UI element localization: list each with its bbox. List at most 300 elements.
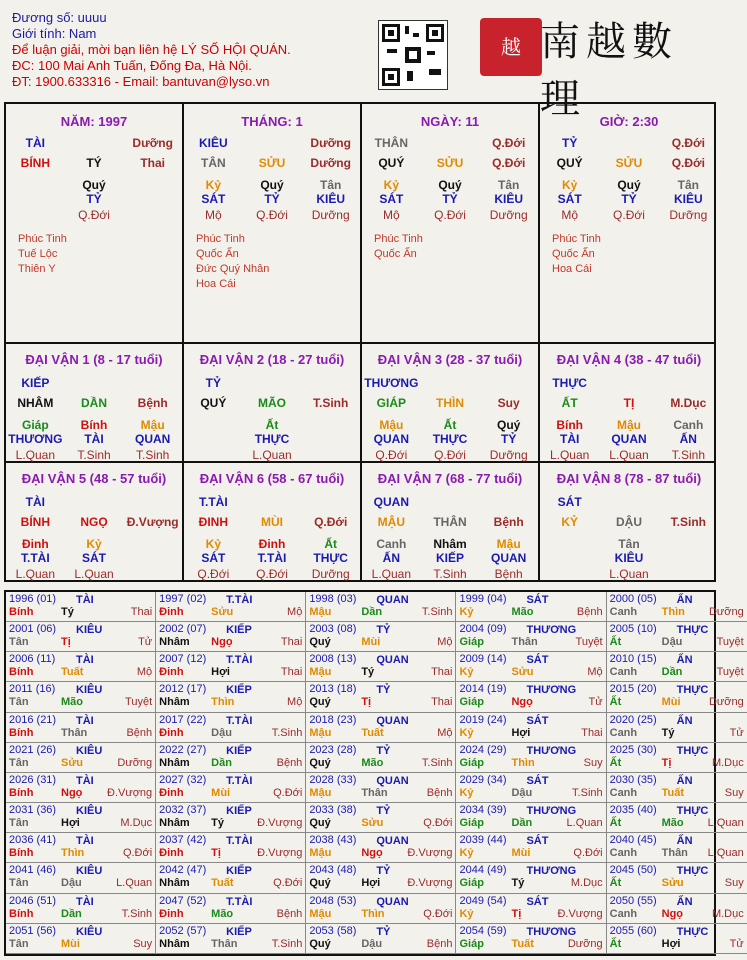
year-cell[interactable] — [306, 773, 456, 803]
year-god: ẤN — [676, 594, 693, 606]
year-branch: Tị — [361, 696, 372, 709]
pillar-cell: Q.Đới — [492, 156, 526, 170]
year-phase: T.Sinh — [271, 726, 303, 739]
year-branch: Thìn — [511, 756, 535, 769]
year-stem: Tân — [9, 696, 29, 709]
pillar-cell: Quý — [617, 178, 641, 192]
year-stem: Ất — [609, 636, 622, 649]
year-cell[interactable] — [607, 743, 747, 773]
year-stem: Ất — [609, 817, 622, 830]
year-cell[interactable] — [456, 682, 606, 712]
dv-cell — [540, 551, 599, 565]
year-cell[interactable] — [607, 682, 747, 712]
year-god: SÁT — [526, 714, 549, 727]
year-label: 2039 (44) — [459, 834, 507, 847]
pillar-title: NĂM: 1997 — [60, 114, 128, 129]
year-cell[interactable] — [456, 713, 606, 743]
year-cell[interactable] — [156, 682, 306, 712]
year-cell[interactable] — [156, 743, 306, 773]
year-label: 2034 (39) — [459, 804, 507, 817]
year-phase: Mộ — [136, 666, 153, 679]
year-branch: Sửu — [511, 666, 534, 679]
dv-cell: Q.Đới — [434, 448, 466, 462]
year-god: TÀI — [76, 835, 94, 848]
year-label: 2044 (49) — [459, 864, 507, 877]
year-cell[interactable] — [6, 743, 156, 773]
year-branch: Tý — [61, 606, 74, 618]
pillar-cell: QUÝ — [556, 156, 583, 170]
year-stem: Canh — [609, 786, 638, 799]
year-phase: Bệnh — [126, 726, 153, 739]
year-stem: Kỷ — [459, 786, 474, 799]
year-god: QUAN — [376, 714, 409, 727]
pillar-cell — [6, 178, 65, 192]
pillar-cell: TỶ — [264, 192, 280, 206]
year-cell[interactable] — [6, 622, 156, 652]
qr-code-icon[interactable] — [378, 20, 448, 90]
year-stem: Đinh — [159, 606, 184, 618]
year-god: T.TÀI — [226, 895, 253, 908]
pillar-cell — [123, 192, 182, 206]
year-cell[interactable] — [306, 622, 456, 652]
dv-cell — [599, 495, 658, 509]
dv-cell — [599, 376, 658, 390]
year-branch: Mão — [211, 907, 234, 920]
year-stem: Giáp — [459, 756, 484, 769]
year-cell[interactable] — [156, 894, 306, 924]
year-god: TỶ — [376, 624, 391, 637]
dv-cell: GIÁP — [376, 396, 406, 410]
star-item: Phúc Tinh — [196, 233, 245, 245]
year-god: THƯƠNG — [526, 624, 577, 637]
dv-cell: THÌN — [436, 396, 464, 410]
star-item: Phúc Tinh — [18, 233, 67, 245]
dv-cell: Giáp — [22, 418, 49, 432]
year-branch: Mùi — [61, 937, 80, 950]
dv-cell — [184, 418, 243, 432]
year-phase: Bệnh — [276, 907, 303, 920]
year-cell[interactable] — [306, 924, 456, 954]
year-label: 2008 (13) — [309, 653, 357, 666]
pillar-cell: Dưỡng — [669, 208, 708, 222]
year-phase: Q.Đới — [423, 817, 453, 830]
dai-van-block — [362, 463, 540, 581]
year-god: TÀI — [76, 895, 94, 908]
year-branch: Mão — [511, 606, 534, 618]
year-cell[interactable] — [456, 833, 606, 863]
dv-cell — [301, 418, 360, 432]
star-item: Quốc Ấn — [552, 248, 595, 260]
pillar-column — [540, 104, 718, 344]
dv-cell: Q.Đới — [256, 567, 288, 581]
year-label: 2006 (11) — [9, 653, 56, 666]
year-label: 2015 (20) — [609, 683, 657, 696]
year-label: 2031 (36) — [9, 804, 57, 817]
year-phase: L.Quan — [566, 817, 603, 830]
year-label: 2028 (33) — [309, 773, 357, 786]
dv-cell: Mậu — [496, 537, 521, 551]
year-phase: Mộ — [437, 636, 453, 649]
year-cell[interactable] — [156, 924, 306, 954]
year-cell[interactable] — [6, 833, 156, 863]
year-branch: Mùi — [211, 786, 231, 799]
dv-cell: Bệnh — [493, 515, 524, 529]
year-label: 2000 (05) — [609, 593, 657, 605]
year-branch: Dậu — [661, 636, 683, 649]
pillar-cell: Dưỡng — [310, 156, 351, 170]
year-cell[interactable] — [6, 803, 156, 833]
year-cell[interactable] — [6, 863, 156, 893]
pillar-cell: TỶ — [442, 192, 458, 206]
year-stem: Mậu — [309, 606, 332, 618]
yearly-luck-grid — [4, 590, 744, 956]
year-cell[interactable] — [607, 803, 747, 833]
dv-cell — [184, 448, 243, 462]
dv-cell: TỶ — [501, 432, 517, 446]
year-cell[interactable] — [456, 622, 606, 652]
year-god: KIÊU — [76, 624, 103, 637]
dai-van-title: ĐẠI VẬN 7 (68 - 77 tuổi) — [377, 471, 523, 486]
dv-cell — [243, 495, 302, 509]
dv-cell: ẤT — [561, 396, 578, 410]
star-item: Thiên Y — [18, 263, 56, 275]
year-god: ẤN — [676, 654, 693, 667]
dv-cell — [65, 495, 124, 509]
year-phase: Mộ — [287, 606, 303, 618]
pillar-cell: Q.Đới — [78, 208, 110, 222]
year-god: T.TÀI — [226, 835, 253, 848]
year-god: T.TÀI — [226, 594, 253, 606]
year-label: 2011 (16) — [9, 683, 56, 696]
year-cell[interactable] — [456, 894, 606, 924]
year-branch: Hợi — [61, 817, 80, 830]
year-god: KIẾP — [226, 684, 252, 697]
year-cell[interactable] — [6, 773, 156, 803]
year-god: ẤN — [676, 895, 693, 908]
star-item: Tuế Lộc — [18, 248, 58, 260]
year-phase: T.Sinh — [421, 606, 453, 618]
year-cell[interactable] — [306, 863, 456, 893]
pillar-column — [362, 104, 540, 344]
dv-cell: T.Sinh — [671, 448, 705, 462]
year-cell[interactable] — [156, 803, 306, 833]
year-phase: Dưỡng — [708, 696, 744, 709]
year-label: 2032 (37) — [159, 804, 207, 817]
contact-line: Để luận giải, mời bạn liên hệ LÝ SỐ HỘI QUÁN. — [12, 42, 291, 57]
pillar-cell — [599, 136, 658, 150]
year-branch: Mão — [361, 756, 384, 769]
year-phase: T.Sinh — [121, 907, 153, 920]
year-cell[interactable] — [456, 863, 606, 893]
year-cell[interactable] — [156, 622, 306, 652]
year-label: 1996 (01) — [9, 593, 57, 605]
dv-cell: Q.Đới — [314, 515, 348, 529]
dv-cell: Q.Đới — [197, 567, 230, 581]
year-phase: Thai — [130, 606, 153, 618]
year-cell[interactable] — [156, 863, 306, 893]
year-god: TÀI — [76, 654, 94, 667]
year-label: 2040 (45) — [609, 834, 657, 847]
dv-cell: ĐINH — [198, 515, 228, 529]
star-item: Quốc Ấn — [374, 248, 417, 260]
year-cell[interactable] — [306, 652, 456, 682]
year-god: THỰC — [676, 865, 709, 878]
dv-cell: KỶ — [561, 515, 578, 529]
year-cell[interactable] — [306, 713, 456, 743]
dv-cell: DẬU — [615, 515, 642, 529]
year-cell[interactable] — [306, 743, 456, 773]
pillar-cell: SÁT — [379, 192, 404, 206]
year-cell[interactable] — [306, 803, 456, 833]
dv-cell: Dưỡng — [311, 567, 350, 581]
pillar-cell: Q.Đới — [492, 136, 526, 150]
dv-cell — [243, 376, 302, 390]
dv-cell — [540, 567, 599, 581]
year-cell[interactable] — [607, 592, 747, 622]
dv-cell: M.Dục — [670, 396, 707, 410]
dv-cell — [479, 376, 538, 390]
year-cell[interactable] — [306, 682, 456, 712]
year-stem: Ất — [609, 756, 622, 769]
year-god: QUAN — [376, 594, 409, 606]
year-god: QUAN — [376, 654, 409, 667]
dv-cell: Ất — [324, 537, 338, 551]
year-phase: M.Dục — [570, 877, 603, 890]
year-phase: Q.Đới — [423, 907, 453, 920]
dv-cell: KIÊU — [614, 551, 644, 565]
year-cell[interactable] — [156, 773, 306, 803]
dv-cell — [659, 551, 718, 565]
year-cell[interactable] — [156, 713, 306, 743]
year-label: 2027 (32) — [159, 773, 207, 786]
pillar-cell: Quý — [438, 178, 462, 192]
year-branch: Ngọ — [511, 696, 533, 709]
dv-cell — [479, 495, 538, 509]
dv-cell: Đinh — [258, 537, 286, 551]
dv-cell: SÁT — [201, 551, 226, 565]
year-god: QUAN — [376, 895, 409, 908]
dv-cell: QUAN — [491, 551, 527, 565]
year-phase: Tử — [588, 696, 603, 709]
dv-cell: Mậu — [616, 418, 641, 432]
pillar-cell: Dưỡng — [311, 208, 350, 222]
year-cell[interactable] — [456, 773, 606, 803]
year-phase: Bệnh — [426, 937, 453, 950]
year-stem: Quý — [309, 756, 331, 769]
year-label: 2055 (60) — [609, 924, 657, 937]
dv-cell — [301, 495, 360, 509]
year-label: 2018 (23) — [309, 713, 357, 726]
year-cell[interactable] — [306, 833, 456, 863]
dv-cell: T.Sinh — [136, 448, 170, 462]
dv-cell: DẦN — [81, 396, 107, 410]
year-cell[interactable] — [456, 592, 606, 622]
stars-list — [18, 232, 67, 277]
year-label: 2045 (50) — [609, 864, 657, 877]
pillar-cell: Kỷ — [383, 178, 399, 192]
dv-cell: T.TÀI — [199, 495, 228, 509]
year-label: 2014 (19) — [459, 683, 507, 696]
year-god: KIÊU — [76, 805, 103, 818]
year-branch: Tị — [511, 907, 522, 920]
year-branch: Ngọ — [661, 907, 684, 920]
dv-cell: Suy — [497, 396, 520, 410]
year-stem: Mậu — [309, 847, 332, 860]
year-label: 2033 (38) — [309, 804, 357, 817]
year-stem: Canh — [609, 907, 638, 920]
year-stem: Mậu — [309, 726, 332, 739]
pillar-cell: Mộ — [561, 208, 578, 222]
pillar-cell: SÁT — [557, 192, 582, 206]
dv-cell — [123, 567, 182, 581]
year-branch: Tý — [361, 666, 375, 679]
year-stem: Ất — [609, 696, 622, 709]
chart-grid — [4, 102, 716, 582]
year-phase: Bệnh — [576, 606, 603, 618]
year-phase: T.Sinh — [572, 786, 603, 799]
dv-cell: TÀI — [84, 432, 104, 446]
year-cell[interactable] — [306, 894, 456, 924]
year-cell[interactable] — [456, 743, 606, 773]
year-stem: Tân — [9, 636, 29, 649]
dv-cell: TÀI — [25, 495, 45, 509]
year-stem: Bính — [9, 907, 34, 920]
year-god: THỰC — [676, 925, 709, 938]
pillar-cell — [65, 136, 124, 150]
pillar-cell: Quý — [82, 178, 106, 192]
pillar-cell: Q.Đới — [434, 208, 466, 222]
year-cell[interactable] — [156, 833, 306, 863]
dv-cell — [123, 551, 182, 565]
dv-cell: T.Sinh — [313, 396, 349, 410]
dv-cell: L.Quan — [371, 567, 412, 581]
year-branch: Hợi — [361, 877, 381, 890]
dv-cell — [65, 376, 124, 390]
year-stem: Nhâm — [159, 696, 190, 709]
pillar-cell: KIÊU — [673, 192, 703, 206]
dv-cell — [421, 376, 480, 390]
year-cell[interactable] — [456, 803, 606, 833]
year-stem: Đinh — [159, 907, 184, 920]
dv-cell: L.Quan — [609, 567, 649, 581]
year-label: 2054 (59) — [459, 924, 507, 937]
pillar-cell: Mộ — [205, 208, 222, 222]
dai-van-title: ĐẠI VẬN 2 (18 - 27 tuổi) — [199, 352, 345, 367]
year-branch: Tý — [211, 817, 224, 830]
year-phase: Q.Đới — [273, 786, 303, 799]
pillar-cell: Mộ — [383, 208, 400, 222]
year-phase: T.Sinh — [271, 937, 303, 950]
year-god: SÁT — [526, 835, 549, 848]
dv-cell: Ất — [265, 418, 279, 432]
dv-cell: KIẾP — [436, 551, 465, 565]
year-cell[interactable] — [456, 652, 606, 682]
year-cell[interactable] — [607, 924, 747, 954]
year-stem: Quý — [309, 696, 331, 709]
year-cell[interactable] — [6, 682, 156, 712]
pillar-column — [184, 104, 362, 344]
year-label: 2019 (24) — [459, 713, 507, 726]
year-cell[interactable] — [607, 894, 747, 924]
year-cell[interactable] — [6, 713, 156, 743]
year-cell[interactable] — [607, 713, 747, 743]
year-stem: Mậu — [309, 907, 332, 920]
dv-cell: Tân — [618, 537, 640, 551]
pillar-cell: KIÊU — [199, 136, 228, 150]
dv-cell: Kỷ — [86, 537, 102, 551]
year-cell[interactable] — [6, 894, 156, 924]
year-cell[interactable] — [456, 924, 606, 954]
year-phase: Tuyệt — [125, 696, 153, 709]
year-cell[interactable] — [607, 863, 747, 893]
pillar-cell: Dưỡng — [310, 136, 351, 150]
year-branch: Tuất — [661, 786, 685, 799]
year-cell[interactable] — [156, 592, 306, 622]
stars-list — [374, 232, 423, 262]
dv-cell: Đ.Vượng — [126, 515, 179, 529]
year-stem: Nhâm — [159, 636, 190, 649]
dv-cell — [659, 495, 718, 509]
year-stem: Canh — [609, 666, 638, 679]
dv-cell: Ất — [443, 418, 457, 432]
year-branch: Dần — [211, 756, 232, 769]
dv-cell: T.Sinh — [670, 515, 706, 529]
pillar-cell: KIÊU — [494, 192, 524, 206]
year-god: QUAN — [376, 835, 409, 848]
year-cell[interactable] — [6, 924, 156, 954]
year-stem: Nhâm — [159, 817, 190, 830]
year-branch: Tý — [511, 877, 525, 890]
dv-cell: Đinh — [22, 537, 49, 551]
dv-cell: Dưỡng — [489, 448, 528, 462]
year-phase: Mộ — [587, 666, 603, 679]
year-god: SÁT — [526, 594, 549, 606]
year-cell[interactable] — [607, 833, 747, 863]
year-god: THƯƠNG — [526, 805, 577, 818]
pillar-cell: Q.Đới — [256, 208, 288, 222]
pillar-cell: THÂN — [374, 136, 408, 150]
dv-cell: QUAN — [373, 432, 409, 446]
dv-cell — [123, 495, 182, 509]
dv-cell: THỰC — [254, 432, 290, 446]
year-cell[interactable] — [607, 652, 747, 682]
year-cell[interactable] — [306, 592, 456, 622]
phone-email: ĐT: 1900.633316 - Email: bantuvan@lyso.vn — [12, 74, 270, 89]
year-god: SÁT — [526, 774, 549, 787]
year-cell[interactable] — [156, 652, 306, 682]
dv-cell: BÍNH — [20, 515, 50, 529]
pillar-cell: TÂN — [201, 156, 226, 170]
year-cell[interactable] — [607, 773, 747, 803]
year-phase: Đ.Vượng — [407, 877, 453, 890]
dai-van-title: ĐẠI VẬN 3 (28 - 37 tuổi) — [377, 352, 523, 367]
year-branch: Tị — [211, 847, 221, 860]
year-cell[interactable] — [6, 592, 156, 622]
pillar-cell — [123, 178, 182, 192]
year-god: THƯƠNG — [526, 865, 577, 878]
dv-cell: T.Sinh — [433, 567, 467, 581]
year-cell[interactable] — [6, 652, 156, 682]
year-label: 2050 (55) — [609, 894, 657, 907]
year-label: 1998 (03) — [309, 593, 357, 605]
year-branch: Ngọ — [61, 786, 83, 799]
dai-van-title: ĐẠI VẬN 5 (48 - 57 tuổi) — [21, 471, 167, 486]
year-branch: Thìn — [361, 907, 385, 920]
year-stem: Quý — [309, 636, 331, 649]
year-branch: Dậu — [211, 726, 232, 739]
year-cell[interactable] — [607, 622, 747, 652]
year-branch: Sửu — [61, 756, 84, 769]
